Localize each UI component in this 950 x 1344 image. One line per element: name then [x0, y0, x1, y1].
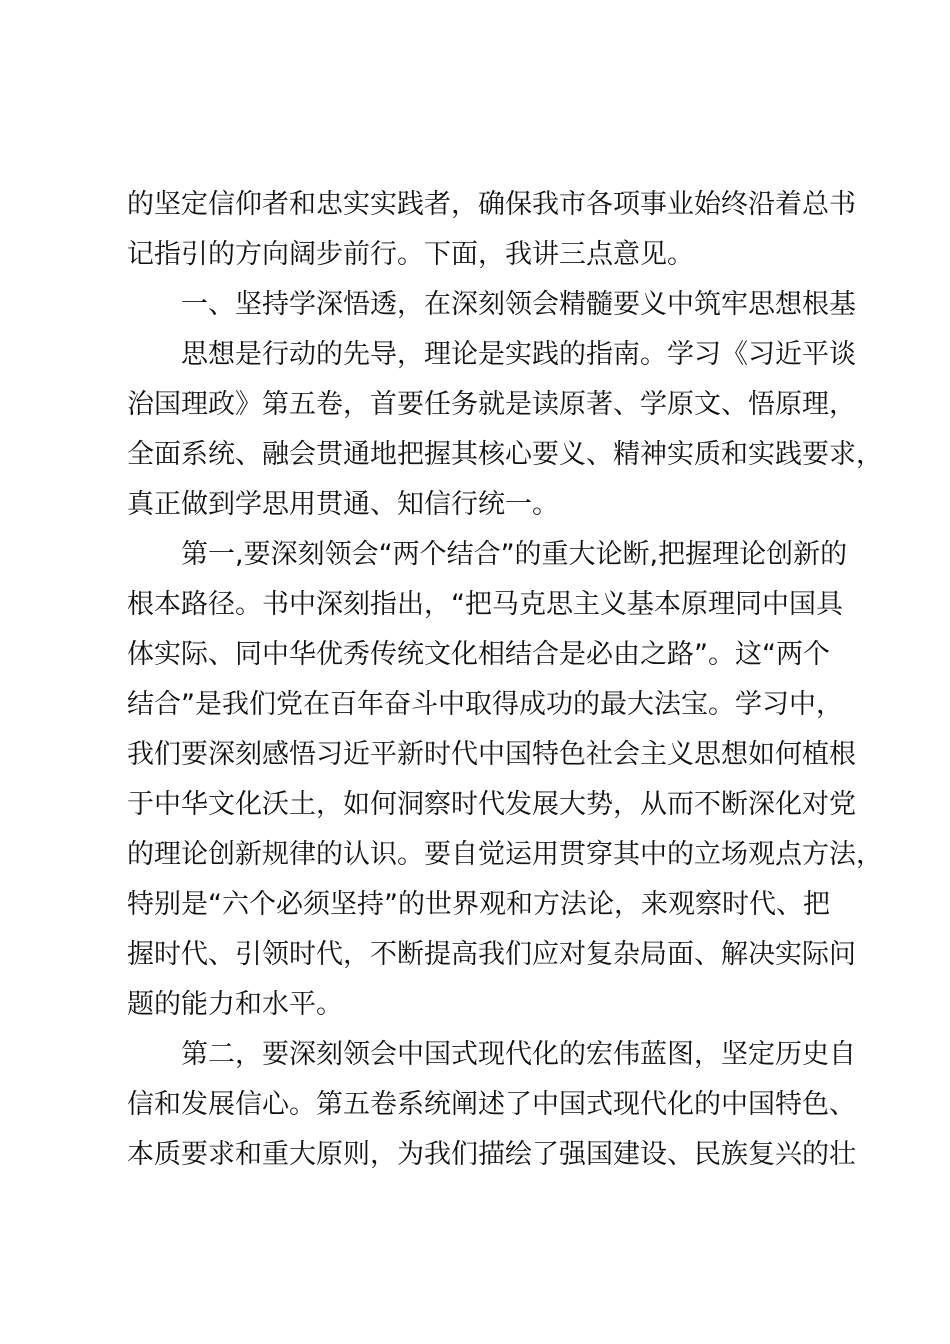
paragraph-line: 思想是行动的先导，理论是实践的指南。学习《习近平谈: [181, 339, 856, 370]
paragraph-line: 结合”是我们党在百年奋斗中取得成功的最大法宝。学习中，: [127, 689, 843, 720]
paragraph-line: 体实际、同中华优秀传统文化相结合是必由之路”。这“两个: [127, 639, 830, 670]
paragraph-line: 握时代、引领时代，不断提高我们应对复杂局面、解决实际问: [127, 939, 856, 970]
paragraph-line: 全面系统、融会贯通地把握其核心要义、精神实质和实践要求，: [127, 439, 883, 470]
paragraph-line: 根本路径。书中深刻指出，“把马克思主义基本原理同中国具: [127, 589, 843, 620]
paragraph-line: 真正做到学思用贯通、知信行统一。: [127, 489, 559, 520]
paragraph-line: 本质要求和重大原则，为我们描绘了强国建设、民族复兴的壮: [127, 1139, 856, 1170]
paragraph-line: 的坚定信仰者和忠实实践者，确保我市各项事业始终沿着总书: [127, 189, 856, 220]
paragraph-line: 第二，要深刻领会中国式现代化的宏伟蓝图，坚定历史自: [181, 1039, 856, 1070]
paragraph-line: 于中华文化沃土，如何洞察时代发展大势，从而不断深化对党: [127, 789, 856, 820]
paragraph-line: 记指引的方向阔步前行。下面，我讲三点意见。: [127, 239, 694, 270]
section-heading: 一、坚持学深悟透，在深刻领会精髓要义中筑牢思想根基: [181, 289, 856, 320]
paragraph-line: 信和发展信心。第五卷系统阐述了中国式现代化的中国特色、: [127, 1089, 856, 1120]
paragraph-line: 治国理政》第五卷，首要任务就是读原著、学原文、悟原理，: [127, 389, 856, 420]
paragraph-line: 第一,要深刻领会“两个结合”的重大论断,把握理论创新的: [181, 539, 848, 570]
paragraph-line: 我们要深刻感悟习近平新时代中国特色社会主义思想如何植根: [127, 739, 856, 770]
paragraph-line: 的理论创新规律的认识。要自觉运用贯穿其中的立场观点方法，: [127, 839, 883, 870]
document-body: [127, 180, 883, 1180]
paragraph-line: 题的能力和水平。: [127, 989, 343, 1020]
paragraph-line: 特别是“六个必须坚持”的世界观和方法论，来观察时代、把: [127, 889, 830, 920]
